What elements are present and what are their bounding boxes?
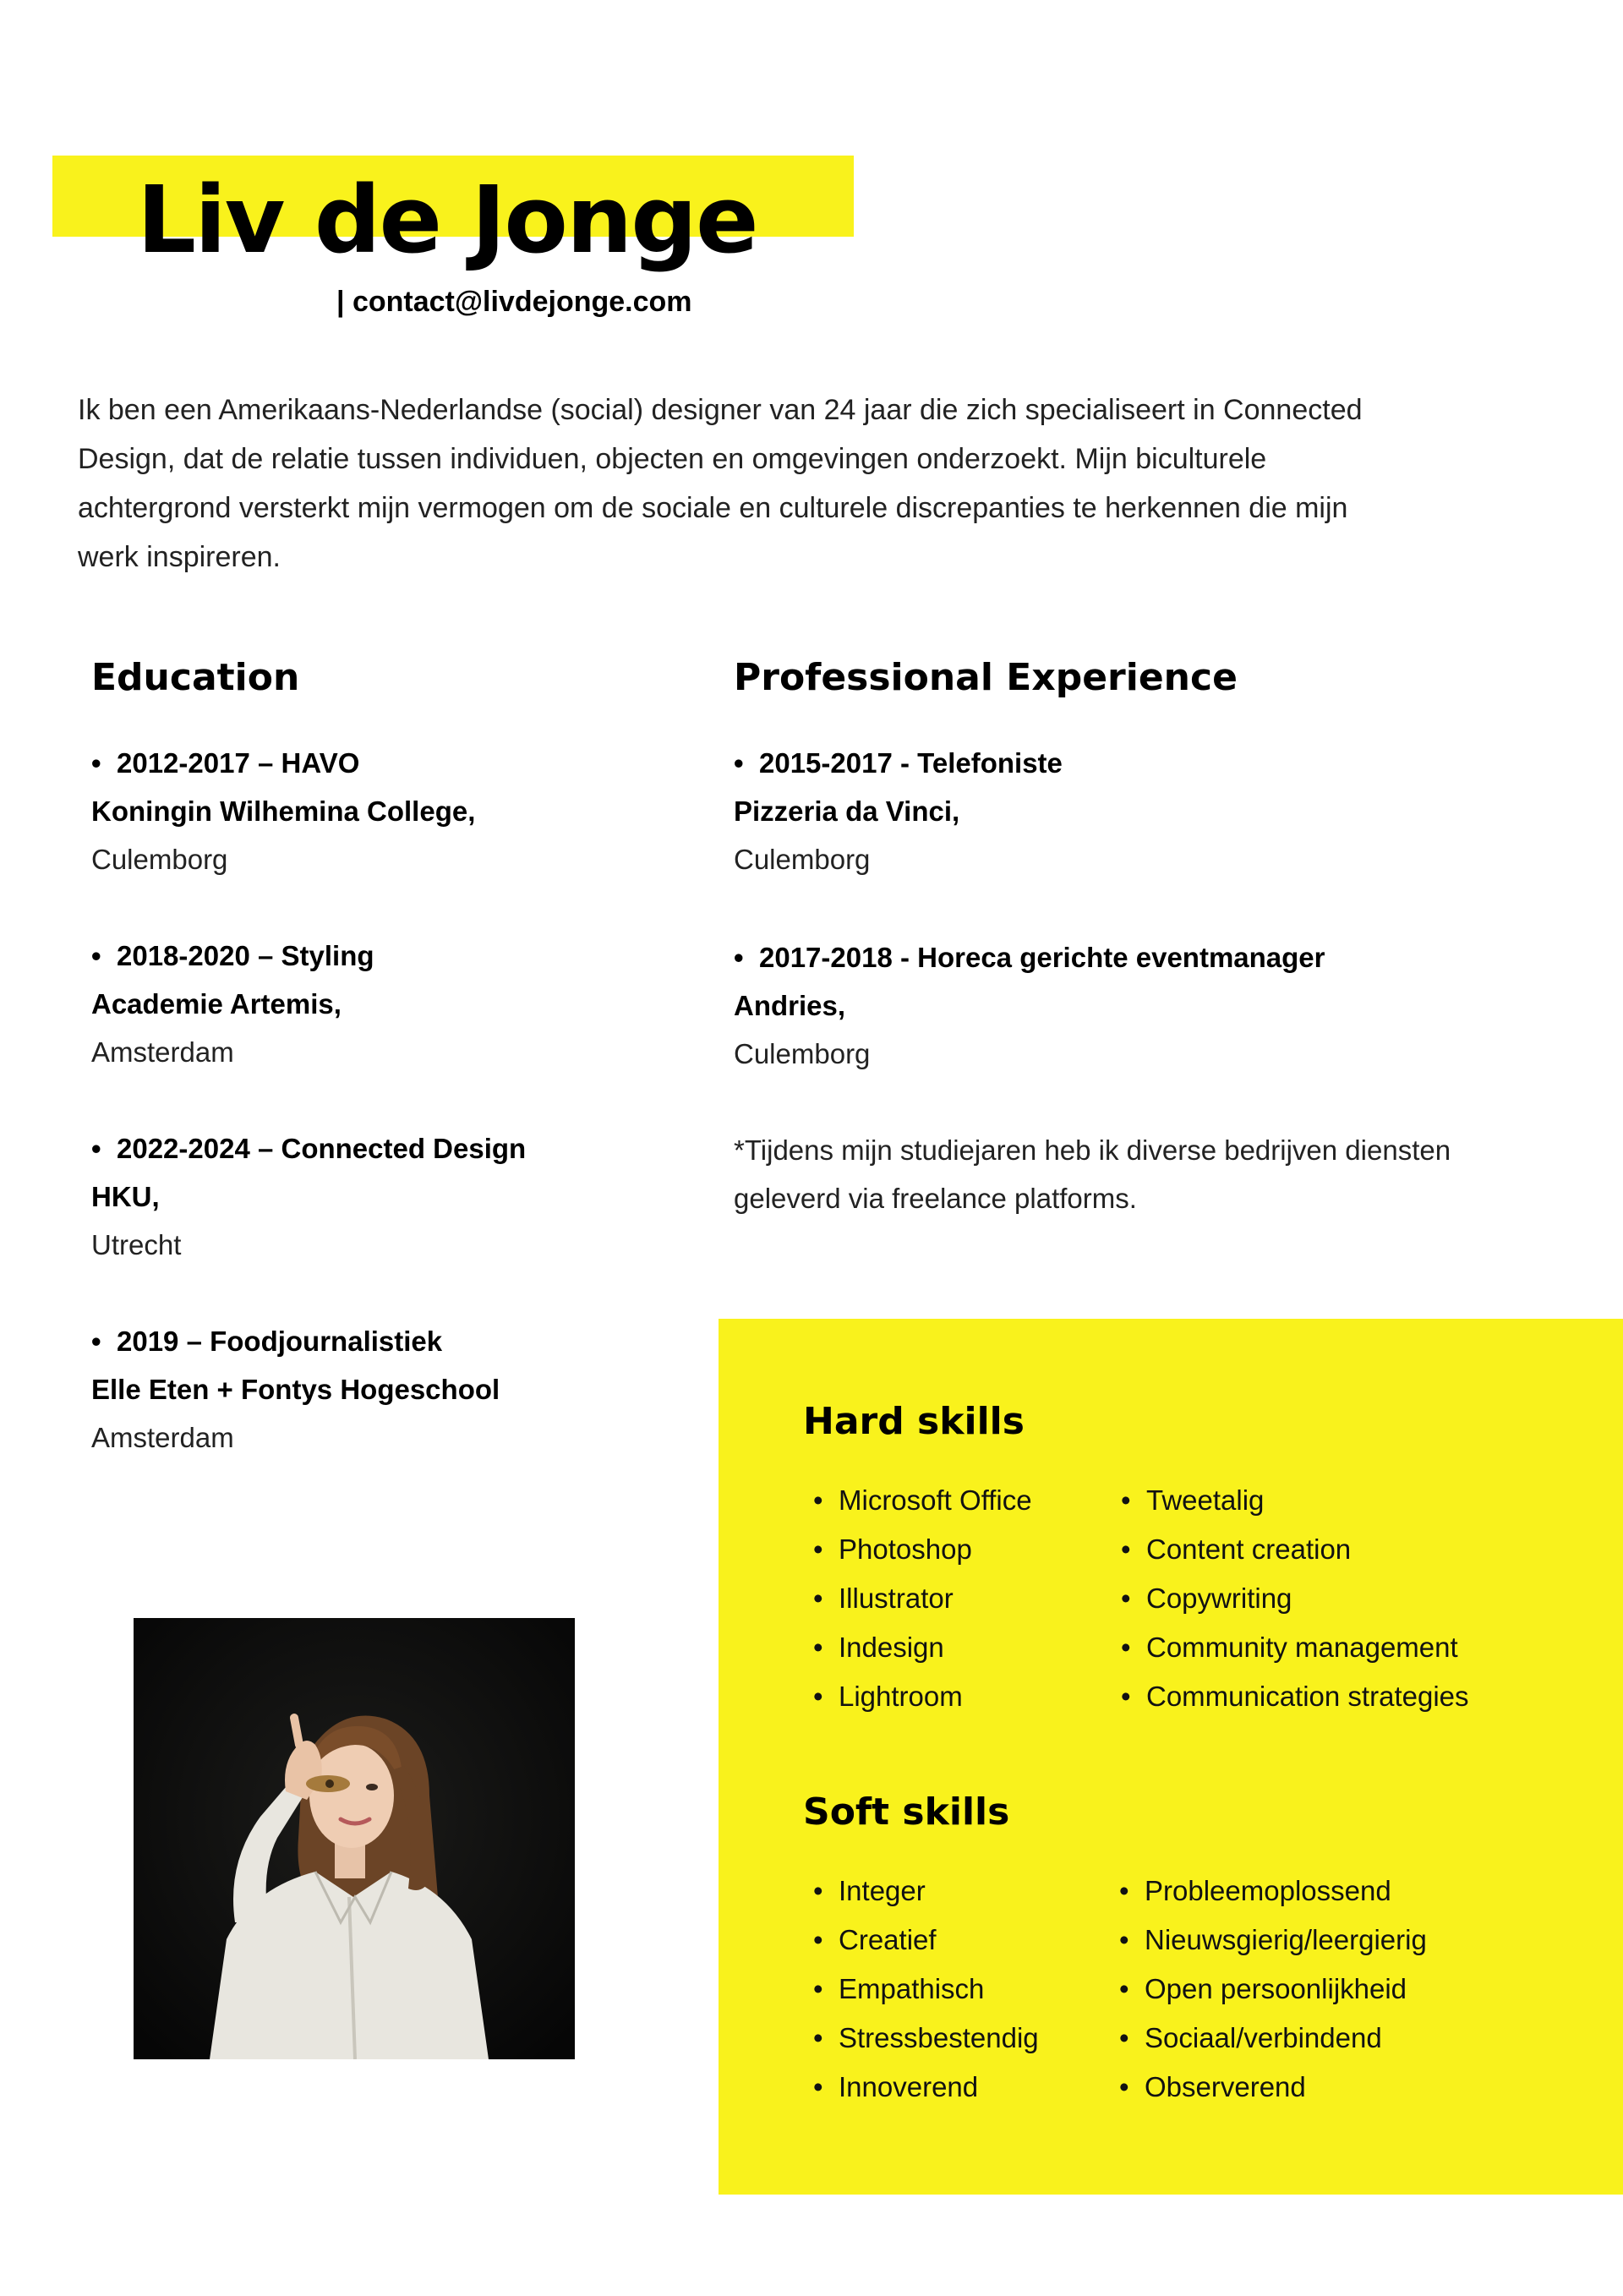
entry-org: HKU, xyxy=(91,1181,160,1212)
experience-heading: Professional Experience xyxy=(734,656,1238,699)
entry-title: 2015-2017 - Telefoniste xyxy=(759,747,1063,779)
entry-location: Culemborg xyxy=(91,844,228,875)
skill-item: • Probleemoplossend xyxy=(1111,1867,1427,1916)
experience-entry xyxy=(734,739,1063,883)
skill-item: • Illustrator xyxy=(805,1574,1032,1623)
soft-skills-list xyxy=(1111,1867,1427,2112)
skill-item: • Community management xyxy=(1112,1623,1469,1672)
skill-item: • Lightroom xyxy=(805,1672,1032,1721)
skill-item: • Microsoft Office xyxy=(805,1476,1032,1525)
education-entry xyxy=(91,739,475,883)
bullet-icon: • xyxy=(91,1326,101,1357)
portrait-photo xyxy=(134,1618,575,2059)
experience-entry xyxy=(734,933,1325,1078)
education-entry xyxy=(91,932,374,1076)
skill-item: • Innoverend xyxy=(805,2063,1039,2112)
skill-item: • Indesign xyxy=(805,1623,1032,1672)
intro-paragraph: Ik ben een Amerikaans-Nederlandse (social) designer van 24 jaar die zich specialiseert in Connected Design, dat de relatie tussen individuen, objecten en omgevingen onderzoekt. Mijn biculturele achtergrond versterkt mijn vermogen om de sociale en culturele discrepanties te herkennen die mijn werk inspireren. xyxy=(78,394,1363,573)
education-entry xyxy=(91,1124,526,1269)
entry-title: 2017-2018 - Horeca gerichte eventmanager xyxy=(759,942,1325,973)
soft-skills-list xyxy=(805,1867,1039,2112)
entry-org: Academie Artemis, xyxy=(91,988,342,1020)
entry-location: Culemborg xyxy=(734,844,871,875)
entry-location: Amsterdam xyxy=(91,1036,234,1068)
skill-item: • Creatief xyxy=(805,1916,1039,1965)
bullet-icon: • xyxy=(734,942,744,973)
bullet-icon: • xyxy=(734,747,744,779)
skill-item: • Content creation xyxy=(1112,1525,1469,1574)
entry-title: 2018-2020 – Styling xyxy=(117,940,374,971)
skill-item: • Integer xyxy=(805,1867,1039,1916)
skill-item: • Sociaal/verbindend xyxy=(1111,2014,1427,2063)
entry-org: Pizzeria da Vinci, xyxy=(734,795,960,827)
entry-location: Culemborg xyxy=(734,1038,871,1069)
bullet-icon: • xyxy=(91,747,101,779)
entry-title: 2012-2017 – HAVO xyxy=(117,747,360,779)
portrait-illustration xyxy=(134,1618,575,2059)
skill-item: • Copywriting xyxy=(1112,1574,1469,1623)
freelance-note: *Tijdens mijn studiejaren heb ik diverse bedrijven diensten geleverd via freelance platforms. xyxy=(734,1134,1451,1214)
skill-item: • Nieuwsgierig/leergierig xyxy=(1111,1916,1427,1965)
hard-skills-list xyxy=(1112,1476,1469,1721)
bullet-icon: • xyxy=(91,1133,101,1164)
skill-item: • Tweetalig xyxy=(1112,1476,1469,1525)
bullet-icon: • xyxy=(91,940,101,971)
education-heading: Education xyxy=(91,656,300,699)
skill-item: • Stressbestendig xyxy=(805,2014,1039,2063)
skill-item: • Observerend xyxy=(1111,2063,1427,2112)
entry-location: Utrecht xyxy=(91,1229,182,1260)
skill-item: • Communication strategies xyxy=(1112,1672,1469,1721)
entry-org: Andries, xyxy=(734,990,846,1021)
soft-skills-heading: Soft skills xyxy=(803,1790,1010,1834)
entry-title: 2019 – Foodjournalistiek xyxy=(117,1326,443,1357)
skill-item: • Photoshop xyxy=(805,1525,1032,1574)
skill-item: • Open persoonlijkheid xyxy=(1111,1965,1427,2014)
hard-skills-list xyxy=(805,1476,1032,1721)
entry-org: Koningin Wilhemina College, xyxy=(91,795,476,827)
education-entry xyxy=(91,1317,500,1462)
entry-title: 2022-2024 – Connected Design xyxy=(117,1133,527,1164)
contact-email[interactable]: | contact@livdejonge.com xyxy=(336,286,692,318)
skill-item: • Empathisch xyxy=(805,1965,1039,2014)
entry-location: Amsterdam xyxy=(91,1422,234,1453)
entry-org: Elle Eten + Fontys Hogeschool xyxy=(91,1374,500,1405)
hard-skills-heading: Hard skills xyxy=(803,1400,1025,1443)
name-title: Liv de Jonge xyxy=(137,166,757,274)
